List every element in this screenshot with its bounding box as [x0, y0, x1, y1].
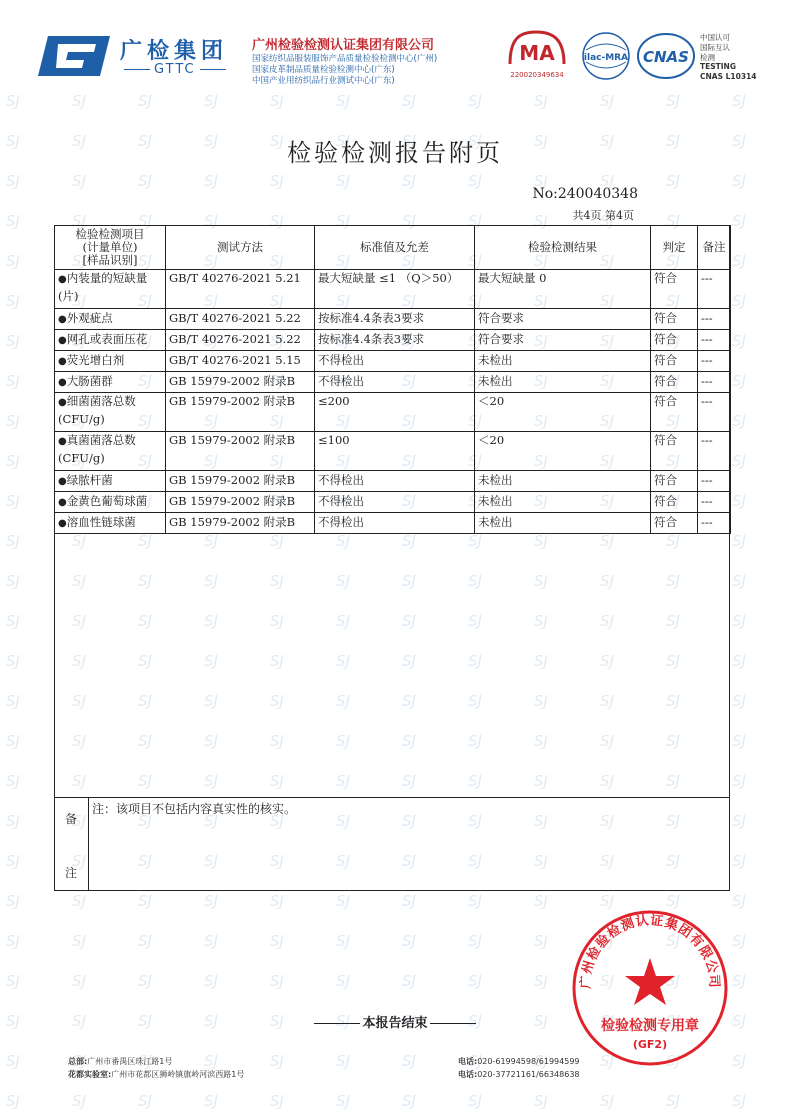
cell-judge: 符合: [651, 309, 698, 330]
cell-method: GB 15979-2002 附录B: [166, 471, 315, 492]
cell-method: GB 15979-2002 附录B: [166, 393, 315, 432]
page-info: 共4页 第4页: [572, 209, 634, 222]
remarks-divider: [54, 797, 730, 798]
brand-name-cn: 广检集团: [120, 39, 229, 64]
footer-lab: 花都实验室:广州市花都区狮岭镇旗岭河滨西路1号: [68, 1070, 245, 1079]
cell-method: GB 15979-2002 附录B: [166, 372, 315, 393]
cell-method: GB 15979-2002 附录B: [166, 432, 315, 471]
cell-method: GB/T 40276-2021 5.22: [166, 330, 315, 351]
table-row: [55, 351, 731, 372]
cell-method: GB 15979-2002 附录B: [166, 513, 315, 534]
report-title: 检验检测报告附页: [287, 139, 503, 167]
cell-judge: 符合: [651, 330, 698, 351]
table-row: [55, 393, 731, 432]
cell-standard: 按标准4.4条表3要求: [315, 309, 475, 330]
cell-item: ●绿脓杆菌: [55, 471, 166, 492]
ilac-text: ilac-MRA: [583, 53, 629, 63]
cell-item: ●真菌菌落总数(CFU/g): [55, 432, 166, 471]
cma-code: 220020349634: [510, 71, 564, 79]
cell-result: ＜20: [475, 393, 651, 432]
header-item-line-2: (计量单位): [82, 240, 138, 254]
cnas-text: CNAS: [643, 48, 689, 66]
report-end-text: 本报告结束: [362, 1016, 428, 1031]
cell-result: ＜20: [475, 432, 651, 471]
gttc-logo-icon: [38, 34, 110, 78]
cell-result: 未检出: [475, 492, 651, 513]
remarks-text: 注：该项目不包括内容真实性的核实。: [92, 802, 297, 816]
org-line-3: 中国产业用纺织品行业测试中心(广东): [252, 76, 395, 86]
test-results-table: [54, 225, 731, 534]
cell-remark: ---: [698, 351, 731, 372]
cell-standard: 不得检出: [315, 471, 475, 492]
cnas-icon: [636, 30, 696, 82]
header-result: 检验检测结果: [475, 226, 651, 270]
cell-method: GB/T 40276-2021 5.21: [166, 270, 315, 309]
footer-hq-tel: 电话:020-61994598/61994599: [458, 1057, 580, 1066]
ilac-mra-icon: [580, 30, 632, 82]
report-header: [0, 0, 790, 95]
table-row: [55, 330, 731, 351]
cell-item: ●细菌菌落总数(CFU/g): [55, 393, 166, 432]
cell-standard: 最大短缺量 ≤1 （Q＞50）: [315, 270, 475, 309]
header-item: [55, 226, 166, 270]
cnas-line-1: 中国认可: [700, 33, 730, 42]
cell-remark: ---: [698, 432, 731, 471]
cell-remark: ---: [698, 513, 731, 534]
table-header-row: [55, 226, 731, 270]
cell-judge: 符合: [651, 372, 698, 393]
cma-text: MA: [519, 41, 555, 65]
header-remark: 备注: [698, 226, 731, 270]
cell-judge: 符合: [651, 513, 698, 534]
cma-logo-icon: [506, 30, 568, 66]
cell-standard: 按标准4.4条表3要求: [315, 330, 475, 351]
cell-method: GB/T 40276-2021 5.15: [166, 351, 315, 372]
cell-result: 最大短缺量 0: [475, 270, 651, 309]
cell-item: ●网孔或表面压花: [55, 330, 166, 351]
cnas-line-4: TESTING: [700, 62, 736, 71]
cell-item: ●外观疵点: [55, 309, 166, 330]
cell-remark: ---: [698, 330, 731, 351]
cell-remark: ---: [698, 372, 731, 393]
header-judge: 判定: [651, 226, 698, 270]
cell-remark: ---: [698, 492, 731, 513]
official-seal-icon: [570, 908, 730, 1068]
cma-mark: [506, 30, 568, 78]
cnas-line-2: 国际互认: [700, 43, 730, 52]
cell-result: 未检出: [475, 513, 651, 534]
cell-method: GB/T 40276-2021 5.22: [166, 309, 315, 330]
cell-item: ●大肠菌群: [55, 372, 166, 393]
cell-result: 符合要求: [475, 330, 651, 351]
footer-hq: 总部:广州市番禺区珠江路1号: [68, 1057, 173, 1066]
cell-remark: ---: [698, 393, 731, 432]
cell-item: ●溶血性链球菌: [55, 513, 166, 534]
header-item-line-3: [样品识别]: [82, 253, 138, 267]
header-method: 测试方法: [166, 226, 315, 270]
cell-result: 符合要求: [475, 309, 651, 330]
cell-standard: 不得检出: [315, 351, 475, 372]
cell-remark: ---: [698, 471, 731, 492]
table-row: [55, 309, 731, 330]
cell-standard: 不得检出: [315, 492, 475, 513]
cell-method: GB 15979-2002 附录B: [166, 492, 315, 513]
remarks-label-bottom: 注: [64, 866, 77, 880]
cell-standard: ≤100: [315, 432, 475, 471]
cell-result: 未检出: [475, 351, 651, 372]
cell-judge: 符合: [651, 432, 698, 471]
cell-judge: 符合: [651, 351, 698, 372]
remarks-label-top: 备: [64, 812, 77, 826]
remarks-column-divider: [88, 797, 89, 891]
cell-judge: 符合: [651, 270, 698, 309]
cell-standard: 不得检出: [315, 372, 475, 393]
seal-code: (GF2): [632, 1038, 668, 1051]
cell-item: ●金黄色葡萄球菌: [55, 492, 166, 513]
seal-ring-text: 广州检验检测认证集团有限公司: [578, 913, 722, 990]
cell-remark: ---: [698, 309, 731, 330]
table-row: [55, 432, 731, 471]
cell-remark: ---: [698, 270, 731, 309]
cell-result: 未检出: [475, 471, 651, 492]
table-row: [55, 270, 731, 309]
cell-result: 未检出: [475, 372, 651, 393]
cell-item: ●荧光增白剂: [55, 351, 166, 372]
org-name: 广州检验检测认证集团有限公司: [252, 38, 435, 53]
header-item-line-1: 检验检测项目: [75, 227, 145, 241]
report-number: No:240040348: [532, 186, 638, 202]
header-standard: 标准值及允差: [315, 226, 475, 270]
table-row: [55, 471, 731, 492]
org-line-1: 国家纺织品服装服饰产品质量检验检测中心(广州): [252, 54, 438, 64]
brand-name-en: GTTC: [120, 62, 230, 77]
table-row: [55, 513, 731, 534]
cell-standard: ≤200: [315, 393, 475, 432]
cell-standard: 不得检出: [315, 513, 475, 534]
cell-judge: 符合: [651, 471, 698, 492]
cnas-line-5: CNAS L10314: [700, 72, 757, 81]
footer-lab-tel: 电话:020-37721161/66348638: [458, 1070, 580, 1079]
table-row: [55, 372, 731, 393]
cell-judge: 符合: [651, 393, 698, 432]
cnas-line-3: 检测: [700, 53, 715, 62]
table-row: [55, 492, 731, 513]
seal-inner-text: 检验检测专用章: [601, 1018, 699, 1034]
cell-item: ●内装量的短缺量(片): [55, 270, 166, 309]
cell-judge: 符合: [651, 492, 698, 513]
org-line-2: 国家皮革制品质量检验检测中心(广东): [252, 65, 395, 75]
